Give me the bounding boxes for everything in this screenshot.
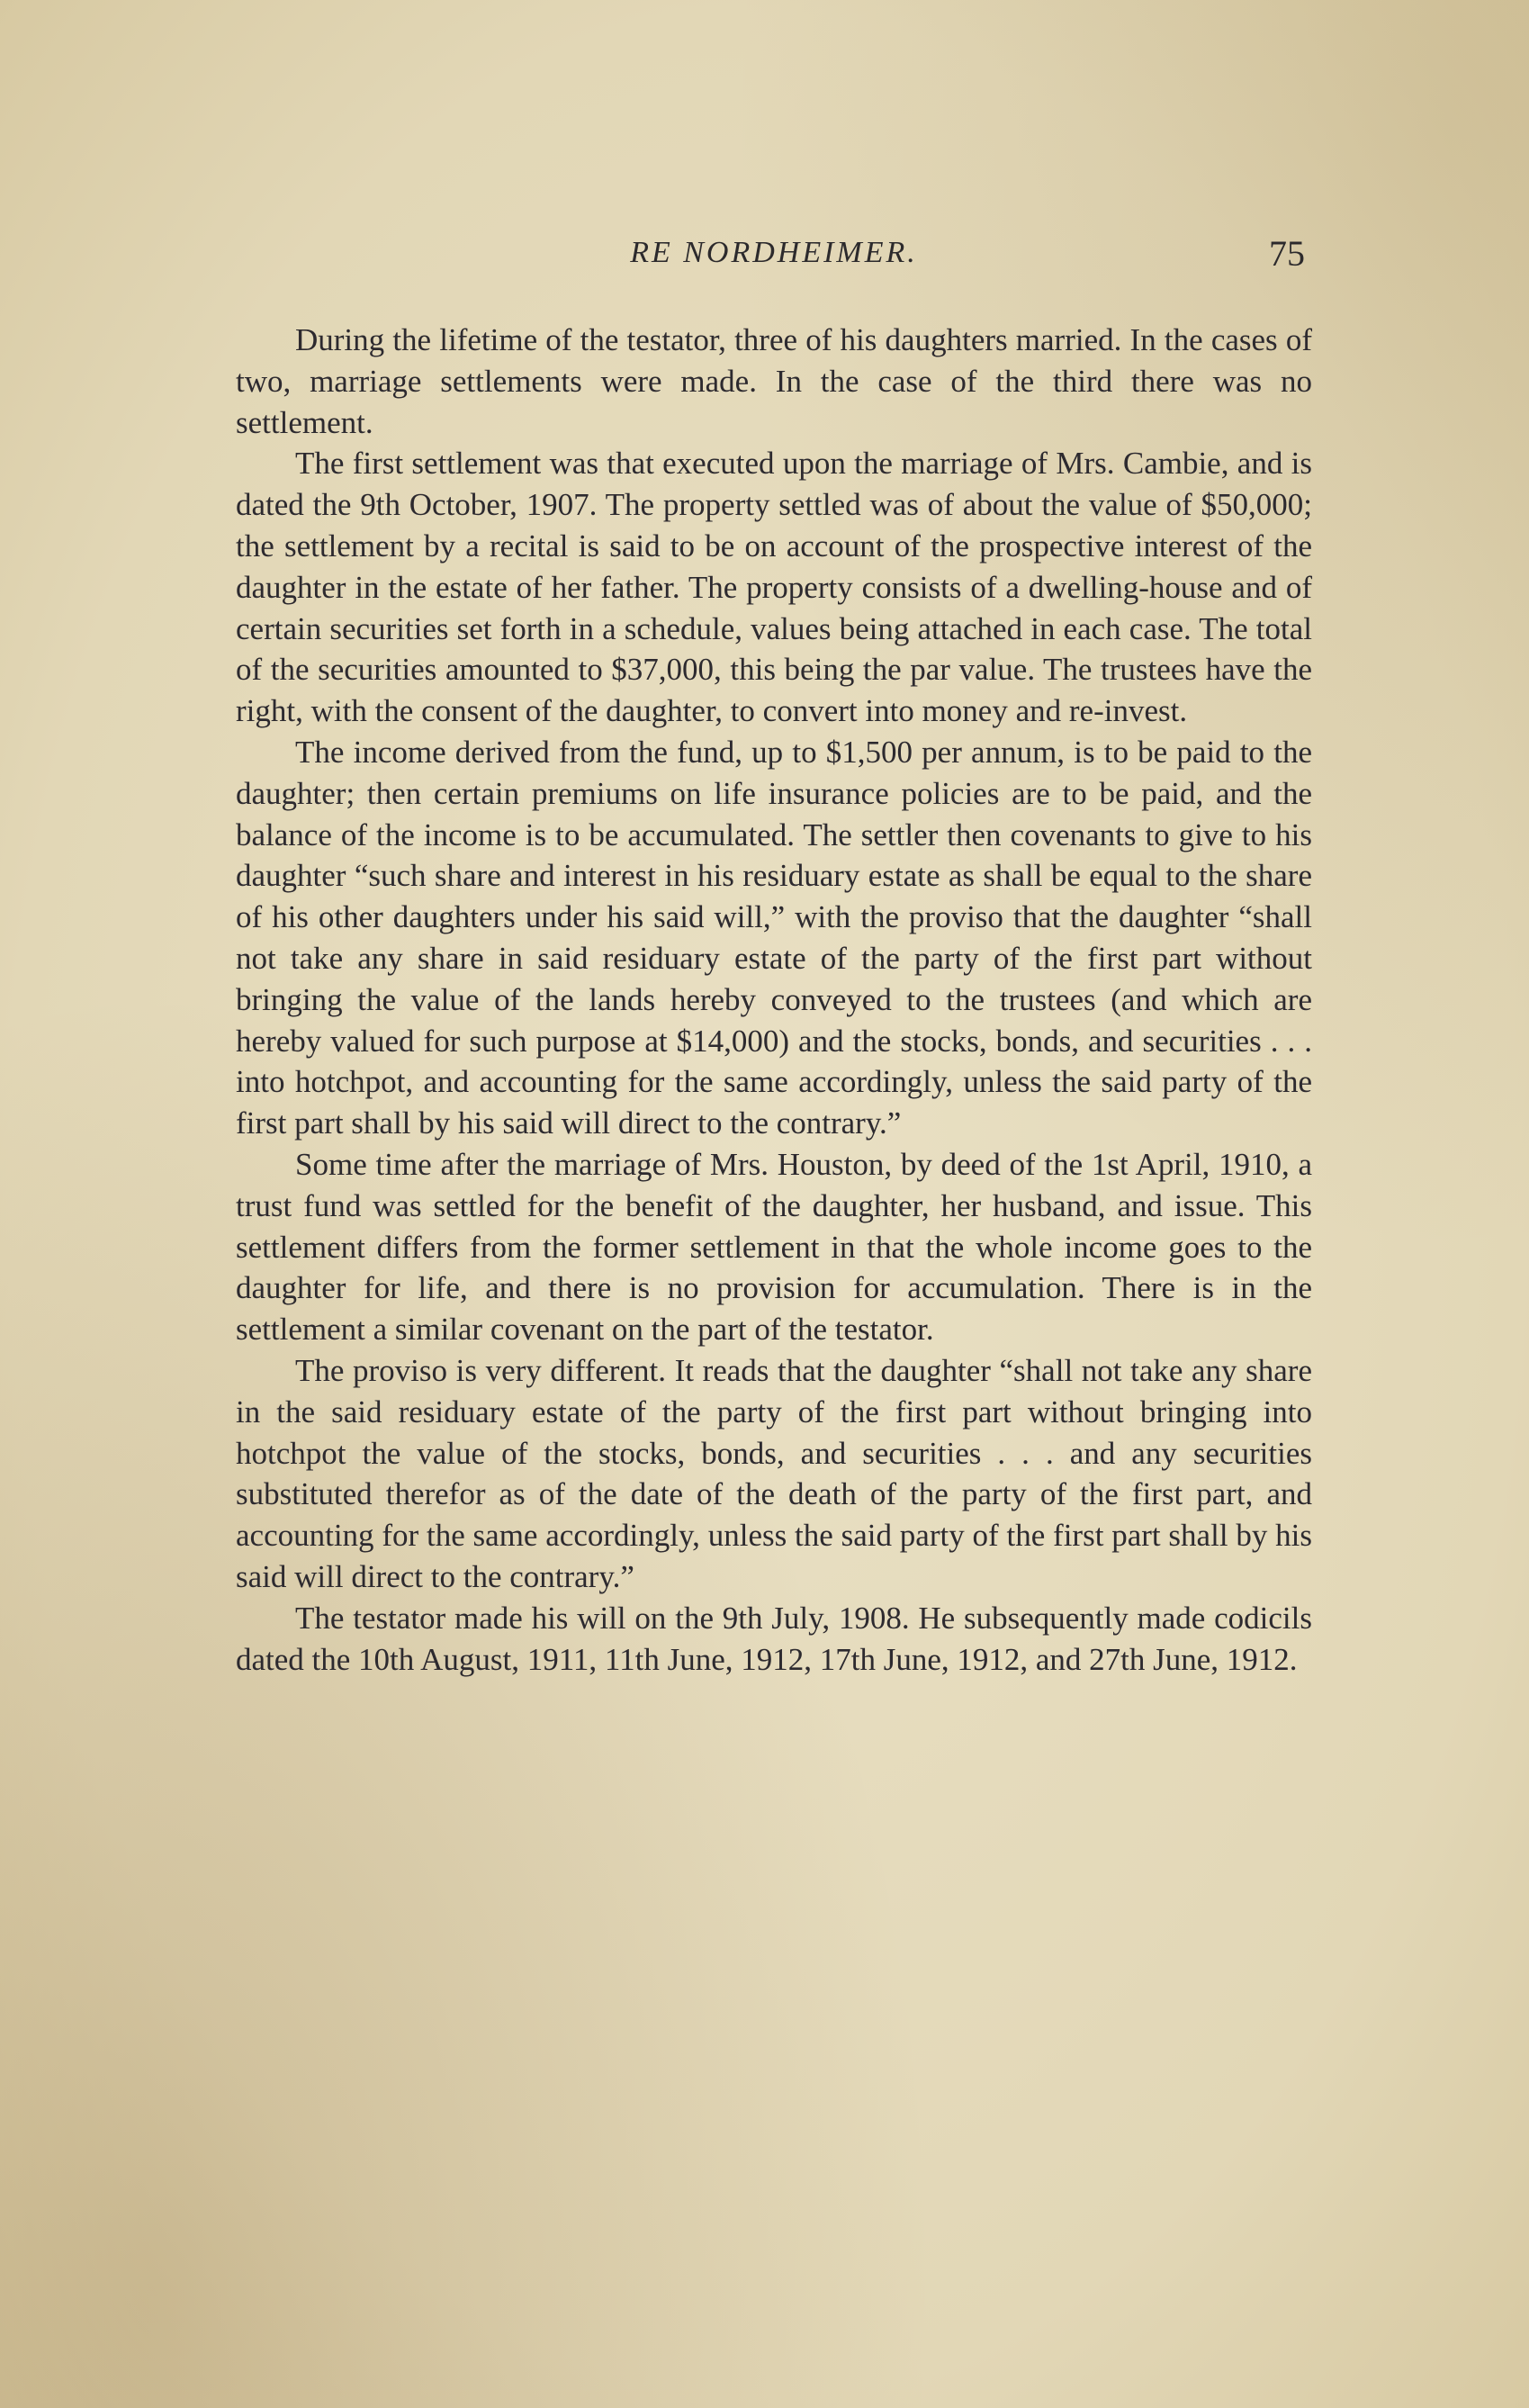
paragraph: During the lifetime of the testator, three of his daughters married. In the cases of two, marriage settlements were made. In the case of the third there was no settlement. (236, 322, 1312, 440)
body-text (236, 320, 1312, 1680)
paragraph: The testator made his will on the 9th July, 1908. He subsequently made codicils dated the 10th August, 1911, 11th June, 1912, 17th June, 1912, and 27th June, 1912. (236, 1600, 1312, 1677)
paragraph: Some time after the marriage of Mrs. Houston, by deed of the 1st April, 1910, a trust fund was settled for the benefit of the daughter, her husband, and issue. This settlement differs from the former settlement in that the whole income goes to the daughter for life, and there is no provision for accumulation. There is in the settlement a similar covenant on the part of the testator. (236, 1146, 1312, 1348)
paragraph: The first settlement was that executed upon the marriage of Mrs. Cambie, and is dated the 9th October, 1907. The property settled was of about the value of $50,000; the settlement by a recital is said to be on account of the prospective interest of the daughter in the estate of her father. The property consists of a dwelling-house and of certain securities set forth in a schedule, values being attached in each case. The total of the securities amounted to $37,000, this being the par value. The trustees have the right, with the consent of the daughter, to convert into money and re-invest. (236, 446, 1312, 729)
paragraph: The income derived from the fund, up to $1,500 per annum, is to be paid to the daughter; then certain premiums on life insurance policies are to be paid, and the balance of the income is to be accumulated. The settler then covenants to give to his daughter “such share and interest in his residuary estate as shall be equal to the share of his other daughters under his said will,” with the proviso that the daughter “shall not take any share in said residuary estate of the party of the first part without bringing the value of the lands hereby conveyed to the trustees (and which are hereby valued for such purpose at $14,000) and the stocks, bonds, and securities . . . into hotchpot, and accounting for the same accordingly, unless the said party of the first part shall by his said will direct to the contrary.” (236, 734, 1312, 1141)
paragraph: The proviso is very different. It reads that the daughter “shall not take any share in the said residuary estate of the party of the first part without bringing into hotchpot the value of the stocks, bonds, and securities . . . and any securities substituted therefor as of the date of the death of the party of the first part, and accounting for the same accordingly, unless the said party of the first part shall by his said will direct to the contrary.” (236, 1352, 1312, 1594)
page-number: 75 (1269, 233, 1305, 274)
running-head (243, 233, 1305, 290)
running-title: RE NORDHEIMER. (630, 236, 918, 269)
